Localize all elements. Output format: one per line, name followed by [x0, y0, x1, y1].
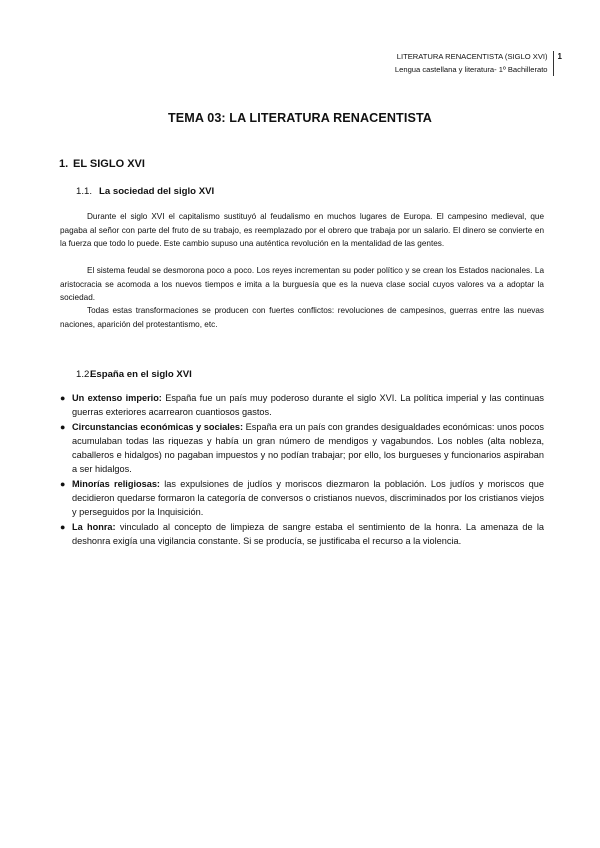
header-line-2: Lengua castellana y literatura- 1º Bachillerato [394, 64, 548, 74]
page-header [395, 51, 562, 76]
bullet-icon: ● [60, 393, 66, 403]
subsection-heading-2 [76, 369, 192, 380]
list-item: ● Un extenso imperio: España fue un país muy poderoso durante el siglo XVI. La política imperial y las continuas guerras exteriores acarrearon cuantiosos gastos. [60, 393, 544, 418]
list-item: ● La honra: vinculado al concepto de limpieza de sangre estaba el sentimiento de la honra. La amenaza de la deshonra exigía una vigilancia constante. Si se producía, se justificaba el recurso a la violencia. [60, 521, 545, 546]
list-item: ● Circunstancias económicas y sociales: España era un país con grandes desigualdades económicas: unos pocos acumulaban todas las riquezas y había un gran número de mendigos y vagabundos. Los nobles (alta nobleza, caballeros e hidalgos) no pagaban impuestos y no podían trabajar; por ello, los burgueses y funcionarios aspiraban a ser hidalgos. [60, 421, 544, 475]
section-number: 1. [59, 158, 69, 170]
paragraph-2: El sistema feudal se desmorona poco a poco. Los reyes incrementan su poder político y se crean los Estados nacionales. La aristocracia se acomoda a los nuevos tiempos e imita a la burguesía que es la nueva clase social cuyos valores va a adoptar la sociedad. [60, 266, 544, 302]
page-title: TEMA 03: LA LITERATURA RENACENTISTA [168, 111, 432, 125]
paragraph-1: Durante el siglo XVI el capitalismo sustituyó al feudalismo en muchos lugares de Europa. El campesino medieval, que pagaba al señor con parte del fruto de su trabajo, es reemplazado por el obrero que trabaja por un salario. El dinero se convierte en la fuerza que todo lo puede. Este cambio supuso una auténtica revolución en la mentalidad de las gentes. [60, 212, 544, 248]
list-item: ● Minorías religiosas: las expulsiones de judíos y moriscos diezmaron la población. Los judíos y moriscos que decidieron quedarse formaron la categoría de conversos o cristianos nuevos, discriminados por los cristianos viejos y perseguidos por la Inquisición. [60, 478, 544, 518]
subsection-heading-1 [76, 186, 214, 197]
subsection-title: La sociedad del siglo XVI [99, 186, 215, 197]
page-number: 1 [557, 52, 562, 61]
subsection-number: 1.2. [76, 369, 93, 380]
bullet-icon: ● [60, 478, 66, 489]
section-title: EL SIGLO XVI [73, 158, 145, 170]
paragraph-3: Todas estas transformaciones se producen con fuertes conflictos: revoluciones de campesinos, guerras entre las nuevas naciones, aparición del protestantismo, etc. [60, 306, 544, 329]
subsection-title: España en el siglo XVI [90, 369, 192, 380]
bullet-list [60, 391, 544, 548]
header-text [395, 51, 554, 76]
header-line-1: LITERATURA RENACENTISTA (SIGLO XVI) [396, 52, 548, 61]
bullet-icon: ● [60, 521, 66, 532]
bullet-icon: ● [60, 421, 66, 432]
subsection-number: 1.1. [76, 186, 93, 197]
section-heading [59, 158, 145, 170]
